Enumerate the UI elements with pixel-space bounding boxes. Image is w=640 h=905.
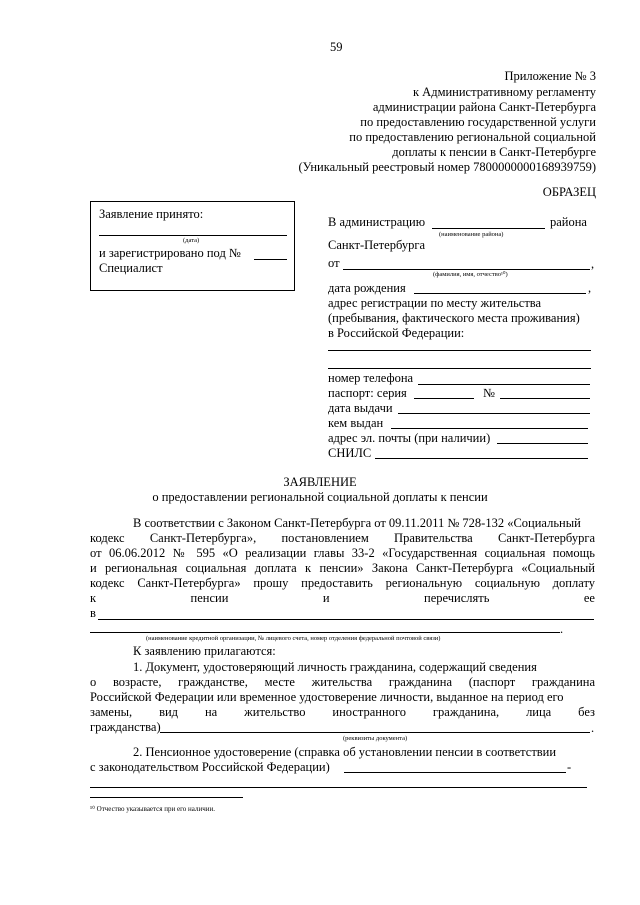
appendix-line: (Уникальный реестровый номер 7800000000168939759) — [298, 160, 596, 174]
issue-date-label: дата выдачи — [328, 401, 393, 415]
district-label: района — [550, 215, 587, 229]
passport-series-line[interactable] — [414, 398, 474, 399]
appendix-line: доплаты к пенсии в Санкт-Петербурге — [392, 145, 596, 159]
body-line: В соответствии с Законом Санкт-Петербурга от 09.11.2011 № 728-132 «Социальный — [133, 516, 581, 530]
full-name-caption: (фамилия, имя, отчество¹⁰) — [433, 271, 508, 278]
footnote: ¹⁰ Отчество указывается при его наличии. — [90, 805, 215, 813]
pension-doc-line-2[interactable] — [90, 787, 587, 788]
statement-title: ЗАЯВЛЕНИЕ — [283, 475, 357, 489]
item1-line: замены, вид на жительство иностранного гражданина, лица без — [90, 705, 595, 719]
registered-label: и зарегистрировано под № — [99, 246, 241, 260]
item1-line: Российской Федерации или временное удостоверение личности, выданное на период его — [90, 690, 564, 704]
snils-line[interactable] — [375, 458, 588, 459]
appendix-line: Приложение № 3 — [504, 69, 596, 83]
district-line[interactable] — [432, 228, 545, 229]
item1-last: гражданства) — [90, 720, 161, 734]
city-label: Санкт-Петербурга — [328, 238, 426, 252]
item1-line: о возрасте, гражданстве, месте жительства гражданина (паспорт гражданина — [90, 675, 595, 689]
body-line: кодекс Санкт-Петербурга», постановлением Правительства Санкт-Петербурга — [90, 531, 595, 545]
email-label: адрес эл. почты (при наличии) — [328, 431, 491, 445]
footnote-separator — [90, 797, 243, 798]
to-bank-label: в — [90, 606, 96, 620]
passport-number-line[interactable] — [500, 398, 590, 399]
specialist-label: Специалист — [99, 261, 163, 275]
birth-date-line[interactable] — [414, 293, 586, 294]
received-date-caption: (дата) — [183, 237, 200, 244]
address-line-2[interactable] — [328, 368, 591, 369]
district-caption: (наименование района) — [439, 231, 504, 238]
received-date-line[interactable] — [99, 235, 287, 236]
reg-address-label: адрес регистрации по месту жительства — [328, 296, 542, 310]
bank-line-1[interactable] — [98, 619, 594, 620]
item1-line: 1. Документ, удостоверяющий личность гражданина, содержащий сведения — [133, 660, 537, 674]
issued-by-label: кем выдан — [328, 416, 384, 430]
spread-word: ее — [583, 591, 595, 605]
snils-label: СНИЛС — [328, 446, 372, 460]
passport-label: паспорт: серия — [328, 386, 407, 400]
attached-label: К заявлению прилагаются: — [133, 644, 276, 658]
issued-by-line[interactable] — [391, 428, 588, 429]
page-number: 59 — [330, 40, 343, 54]
bank-caption: (наименование кредитной организации, № лицевого счета, номер отделения федеральной почтовой связи) — [146, 635, 441, 642]
item2-dash: - — [567, 760, 572, 774]
body-line: кодекс Санкт-Петербурга» прошу предоставить региональную социальную доплату — [90, 576, 595, 590]
bank-line-2[interactable] — [90, 632, 560, 633]
phone-label: номер телефона — [328, 371, 414, 385]
from-label: от — [328, 256, 340, 270]
issue-date-line[interactable] — [398, 413, 590, 414]
phone-line[interactable] — [418, 384, 590, 385]
spread-word: пенсии — [190, 591, 229, 605]
appendix-line: по предоставлению региональной социальной — [349, 130, 596, 144]
received-title: Заявление принято: — [99, 207, 204, 221]
sample-label: ОБРАЗЕЦ — [542, 185, 596, 199]
doc-details-line[interactable] — [160, 732, 590, 733]
body-line: и региональная социальная доплата к пенсии» Закона Санкт-Петербурга «Социальный — [90, 561, 595, 575]
address-line-1[interactable] — [328, 350, 591, 351]
appendix-line: к Административному регламенту — [412, 85, 596, 99]
spread-line — [90, 591, 595, 606]
body-line: от 06.06.2012 № 595 «О реализации главы 33-2 «Государственная социальная помощь — [90, 546, 595, 560]
item2-line: 2. Пенсионное удостоверение (справка об установлении пенсии в соответствии — [133, 745, 557, 759]
appendix-line: по предоставлению государственной услуги — [360, 115, 596, 129]
registered-number-line[interactable] — [254, 259, 287, 260]
to-admin-label: В администрацию — [328, 215, 426, 229]
statement-subtitle: о предоставлении региональной социальной доплаты к пенсии — [152, 490, 488, 504]
birth-date-label: дата рождения — [328, 281, 406, 295]
spread-word: и — [322, 591, 330, 605]
reg-address-label-3: в Российской Федерации: — [328, 326, 465, 340]
full-name-line[interactable] — [343, 269, 590, 270]
email-line[interactable] — [497, 443, 588, 444]
passport-number-sign: № — [483, 386, 495, 400]
doc-caption: (реквизиты документа) — [343, 735, 408, 742]
reg-address-label-2: (пребывания, фактического места проживания) — [328, 311, 580, 325]
pension-doc-line[interactable] — [344, 772, 566, 773]
spread-word: к — [90, 591, 97, 605]
spread-word: перечислять — [424, 591, 490, 605]
received-box — [90, 201, 295, 291]
item2-line: с законодательством Российской Федерации) — [90, 760, 330, 774]
appendix-line: администрации района Санкт-Петербурга — [372, 100, 596, 114]
